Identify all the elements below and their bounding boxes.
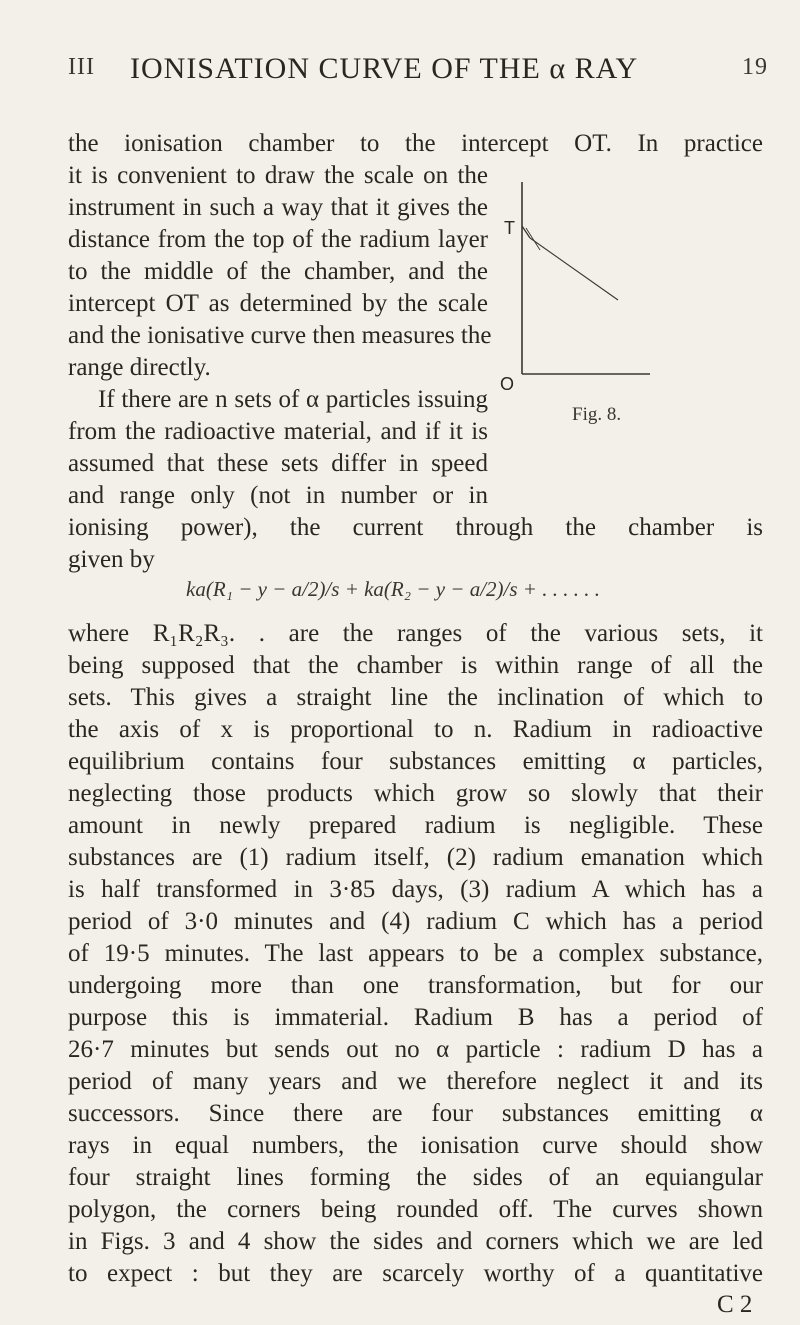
text-line: range directly. (68, 354, 211, 381)
text-line: amount in newly prepared radium is negligible. These (68, 812, 763, 839)
text-line: distance from the top of the radium layer (68, 226, 488, 253)
text-line: it is convenient to draw the scale on the (68, 162, 488, 189)
curve-line (530, 238, 618, 300)
text-line: ionising power), the current through the chamber is (68, 514, 763, 541)
text-line: undergoing more than one transformation, but for our (68, 972, 763, 999)
figure-caption: Fig. 8. (572, 404, 622, 425)
text-line: where R₁R₂R₃. . are the ranges of the various sets, it (68, 620, 763, 647)
text-line: four straight lines forming the sides of an equiangular (68, 1164, 763, 1191)
text-line: successors. Since there are four substances emitting α (68, 1100, 763, 1127)
text-line: in Figs. 3 and 4 show the sides and corners which we are led (68, 1228, 763, 1255)
text-line: instrument in such a way that it gives the (68, 194, 488, 221)
text-line: and the ionisative curve then measures the (68, 322, 492, 349)
text-line: is half transformed in 3·85 days, (3) radium A which has a (68, 876, 763, 903)
text-line: period of 3·0 minutes and (4) radium C which has a period (68, 908, 763, 935)
page-number: 19 (742, 54, 768, 80)
text-line: intercept OT as determined by the scale (68, 290, 488, 317)
text-line: sets. This gives a straight line the inclination of which to (68, 684, 763, 711)
text-line: period of many years and we therefore neglect it and its (68, 1068, 763, 1095)
text-line: 26·7 minutes but sends out no α particle : radium D has a (68, 1036, 763, 1063)
text-line: given by (68, 546, 155, 573)
text-line: from the radioactive material, and if it is (68, 418, 488, 445)
text-line: If there are n sets of α particles issuing (98, 386, 488, 413)
text-line: to the middle of the chamber, and the (68, 258, 488, 285)
text-line: substances are (1) radium itself, (2) radium emanation which (68, 844, 763, 871)
text-line: being supposed that the chamber is within range of all the (68, 652, 763, 679)
curve-line (526, 228, 540, 250)
text-line: equilibrium contains four substances emitting α particles, (68, 748, 763, 775)
text-line: to expect : but they are scarcely worthy of a quantitative (68, 1260, 763, 1287)
text-line: of 19·5 minutes. The last appears to be a complex substance, (68, 940, 763, 967)
text-line: the axis of x is proportional to n. Radium in radioactive (68, 716, 763, 743)
chapter-number: III (68, 54, 95, 80)
running-header (68, 52, 768, 92)
equation: ka(R₁ − y − a/2)/s + ka(R₂ − y − a/2)/s + . . . . . . (186, 577, 600, 601)
text-line: purpose this is immaterial. Radium B has a period of (68, 1004, 763, 1031)
label-o: O (500, 374, 515, 394)
text-line: polygon, the corners being rounded off. The curves shown (68, 1196, 763, 1223)
label-t: T (504, 218, 515, 238)
text-line: the ionisation chamber to the intercept OT. In practice (68, 130, 763, 157)
text-line: assumed that these sets differ in speed (68, 450, 488, 477)
page-title: IONISATION CURVE OF THE α RAY (130, 52, 639, 85)
text-line: and range only (not in number or in (68, 482, 488, 509)
text-line: neglecting those products which grow so slowly that their (68, 780, 763, 807)
text-line: rays in equal numbers, the ionisation curve should show (68, 1132, 763, 1159)
signature-mark: C 2 (717, 1291, 753, 1318)
